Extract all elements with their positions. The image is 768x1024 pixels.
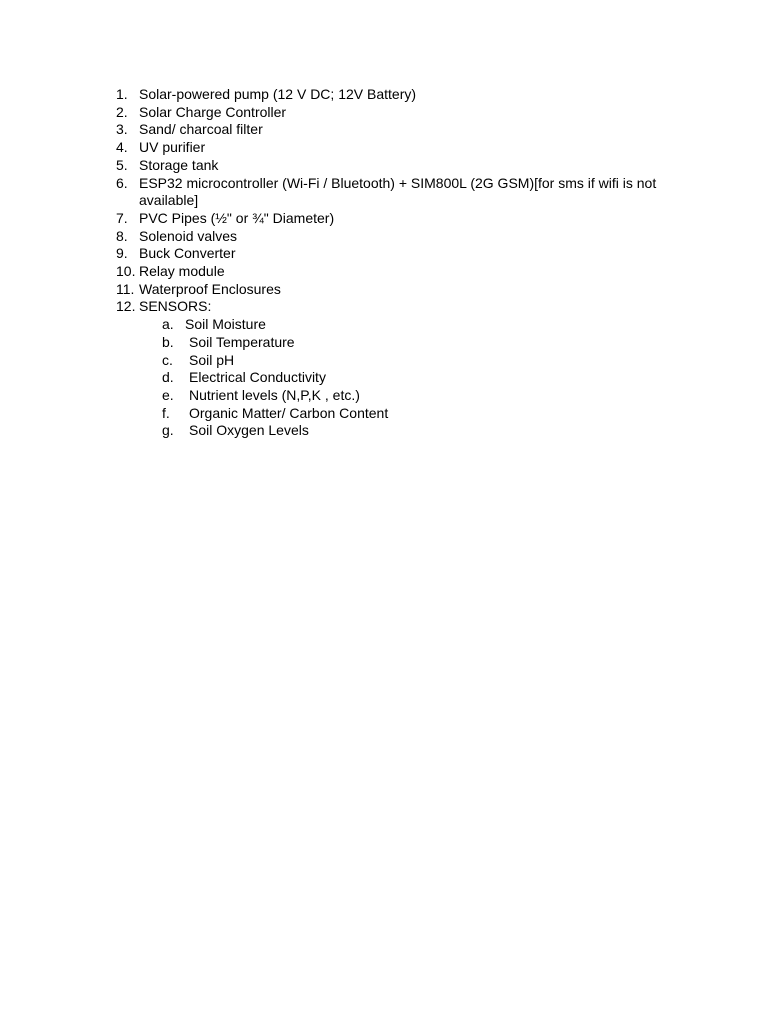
- sublist-text: Electrical Conductivity: [189, 369, 326, 386]
- list-item: [116, 263, 696, 281]
- list-number: 1.: [116, 86, 128, 102]
- sublist-letter: a.: [162, 316, 174, 333]
- components-list: [116, 86, 696, 440]
- list-item: [116, 175, 696, 210]
- list-item: [116, 139, 696, 157]
- list-item: [116, 121, 696, 139]
- sublist-letter: c.: [162, 351, 173, 368]
- list-item: [116, 210, 696, 228]
- list-text: Solar-powered pump (12 V DC; 12V Battery): [139, 86, 417, 102]
- sublist-letter: g.: [162, 422, 174, 439]
- list-number: 4.: [116, 139, 128, 156]
- list-text: PVC Pipes (½" or ¾" Diameter): [139, 209, 335, 226]
- list-number: 3.: [116, 121, 128, 138]
- sublist-text: Soil Oxygen Levels: [189, 422, 309, 439]
- sublist-item: [116, 316, 696, 334]
- list-item-sensors: [116, 298, 696, 440]
- sublist-item: [116, 422, 696, 440]
- sublist-item: [116, 387, 696, 405]
- list-number: 8.: [116, 227, 128, 244]
- sublist-item: [116, 369, 696, 387]
- sublist-text: Soil Moisture: [185, 316, 266, 333]
- list-number: 2.: [116, 103, 128, 120]
- list-item: [116, 281, 696, 299]
- list-text: Relay module: [139, 263, 225, 280]
- sublist-letter: b.: [162, 333, 174, 350]
- sublist-text: Organic Matter/ Carbon Content: [189, 404, 389, 421]
- list-text: Waterproof Enclosures: [139, 280, 281, 297]
- list-item: [116, 86, 696, 104]
- list-text: ESP32 microcontroller (Wi-Fi / Bluetooth) + SIM800L (2G GSM)[for sms if wifi is not available]: [139, 174, 657, 209]
- list-number: 12.: [116, 298, 136, 315]
- list-number: 10.: [116, 263, 136, 280]
- sublist-text: Soil pH: [189, 351, 235, 368]
- list-number: 6.: [116, 174, 128, 191]
- list-text: UV purifier: [139, 139, 206, 156]
- list-text: SENSORS:: [139, 298, 212, 315]
- sensors-sublist: [116, 316, 696, 440]
- sublist-item: [116, 405, 696, 423]
- sublist-item: [116, 334, 696, 352]
- sublist-letter: e.: [162, 386, 174, 403]
- sublist-text: Nutrient levels (N,P,K , etc.): [189, 386, 360, 403]
- sublist-letter: f.: [162, 404, 170, 421]
- list-text: Solar Charge Controller: [139, 103, 287, 120]
- list-text: Buck Converter: [139, 245, 236, 262]
- list-item: [116, 245, 696, 263]
- sublist-letter: d.: [162, 369, 174, 386]
- list-item: [116, 157, 696, 175]
- list-number: 5.: [116, 156, 128, 173]
- list-number: 11.: [116, 280, 135, 297]
- list-item: [116, 104, 696, 122]
- sublist-text: Soil Temperature: [189, 333, 295, 350]
- list-number: 9.: [116, 245, 128, 262]
- list-text: Sand/ charcoal filter: [139, 121, 263, 138]
- list-number: 7.: [116, 209, 128, 226]
- list-text: Solenoid valves: [139, 227, 238, 244]
- sublist-item: [116, 352, 696, 370]
- list-text: Storage tank: [139, 156, 219, 173]
- list-item: [116, 228, 696, 246]
